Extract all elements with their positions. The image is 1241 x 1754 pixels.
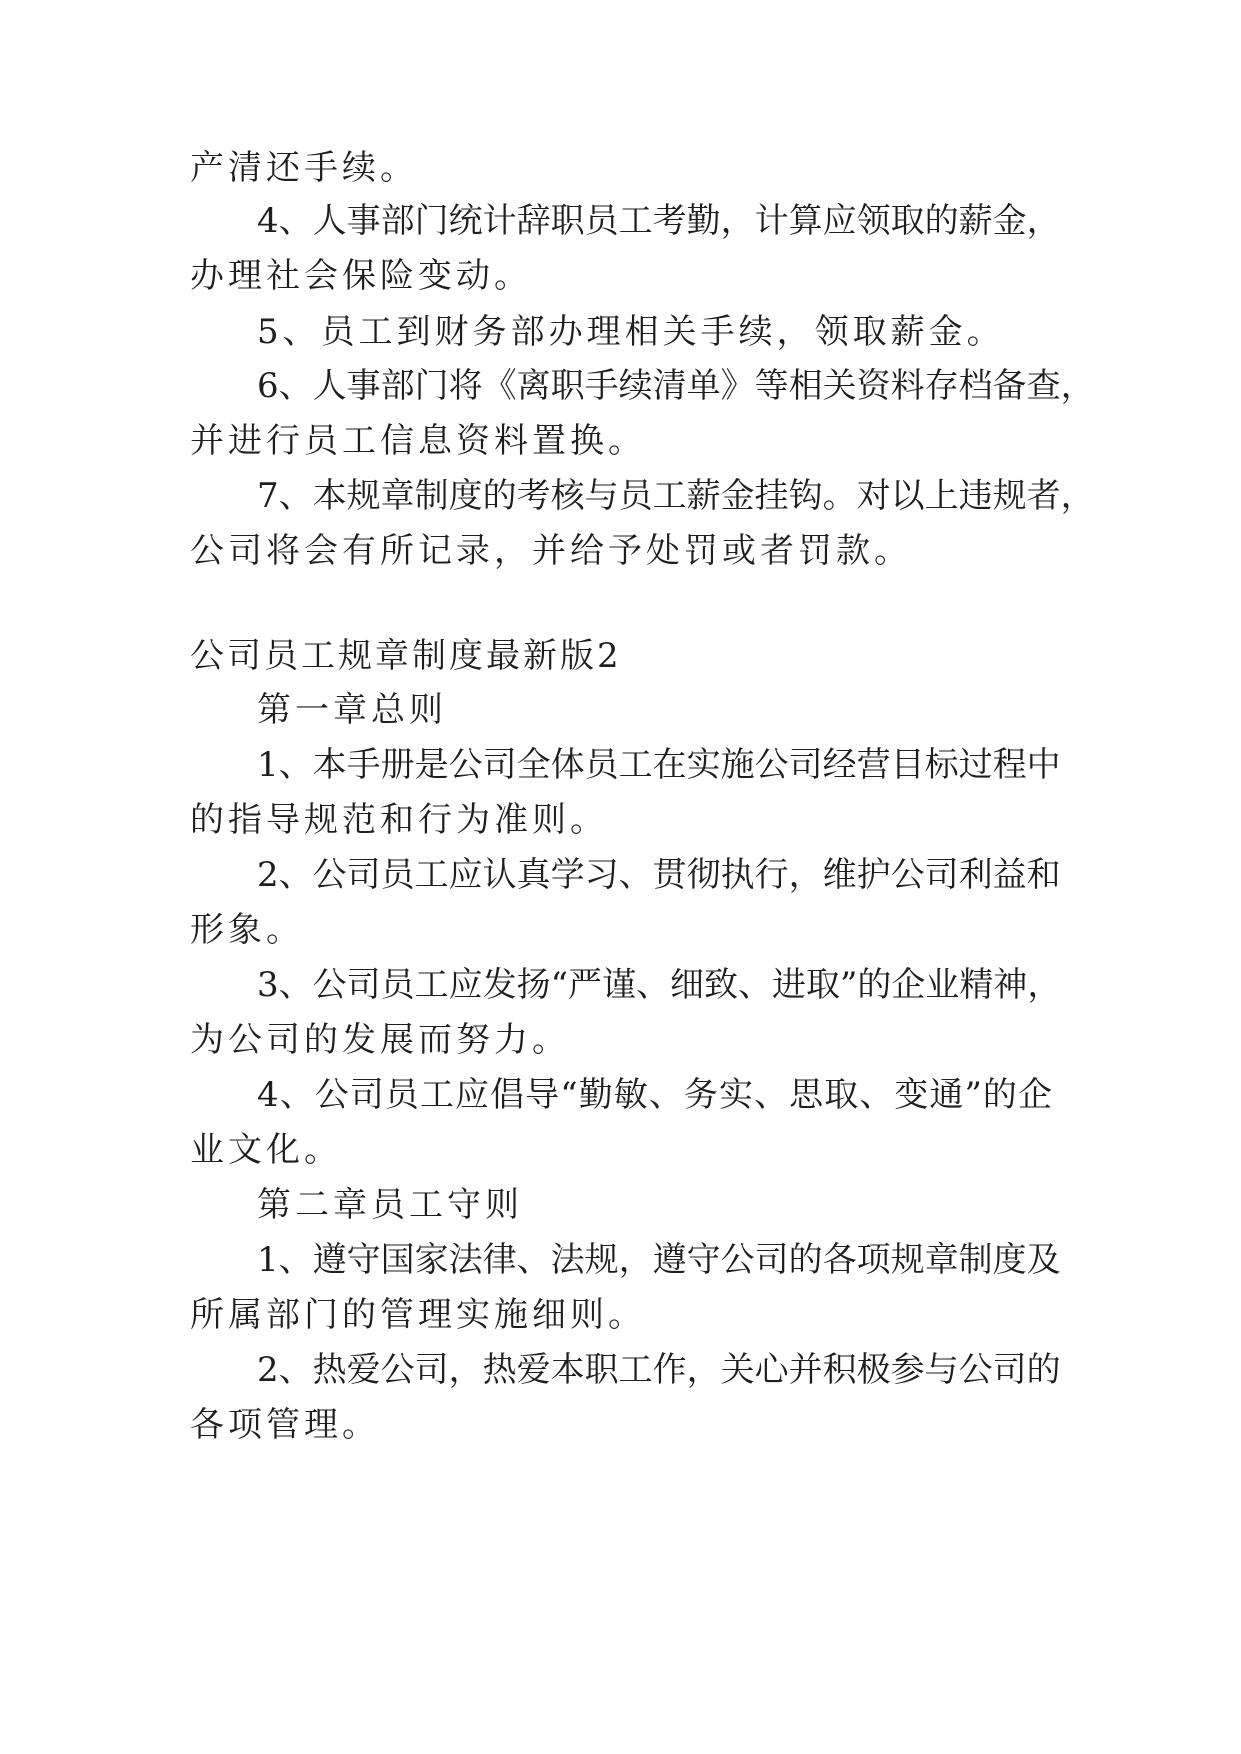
- paragraph-line: 所属部门的管理实施细则。: [190, 1295, 646, 1335]
- paragraph-line: 3、公司员工应发扬“严谨、细致、进取”的企业精神，: [257, 965, 1062, 1005]
- paragraph-line: 6、人事部门将《离职手续清单》等相关资料存档备查，: [257, 366, 1095, 406]
- paragraph-line: 公司将会有所记录，并给予处罚或者罚款。: [190, 531, 912, 571]
- paragraph-line: 业文化。: [190, 1130, 342, 1170]
- paragraph-line: 7、本规章制度的考核与员工薪金挂钩。对以上违规者，: [257, 476, 1095, 516]
- paragraph-line: 4、公司员工应倡导“勤敏、务实、思取、变通”的企: [257, 1075, 1052, 1115]
- paragraph-line: 4、人事部门统计辞职员工考勤，计算应领取的薪金，: [257, 201, 1061, 241]
- paragraph-line: 各项管理。: [190, 1405, 380, 1445]
- paragraph-line: 并进行员工信息资料置换。: [190, 421, 646, 461]
- chapter-heading: 第一章总则: [257, 690, 447, 730]
- paragraph-line: 产清还手续。: [190, 148, 418, 188]
- paragraph-line: 形象。: [190, 910, 304, 950]
- paragraph-line: 5、员工到财务部办理相关手续，领取薪金。: [257, 312, 1005, 352]
- paragraph-line: 办理社会保险变动。: [190, 256, 532, 296]
- paragraph-line: 1、遵守国家法律、法规，遵守公司的各项规章制度及: [257, 1240, 1061, 1280]
- paragraph-line: 2、热爱公司，热爱本职工作，关心并积极参与公司的: [257, 1350, 1061, 1390]
- paragraph-line: 的指导规范和行为准则。: [190, 800, 608, 840]
- paragraph-line: 为公司的发展而努力。: [190, 1020, 570, 1060]
- chapter-heading: 第二章员工守则: [257, 1185, 523, 1225]
- section-title: 公司员工规章制度最新版2: [190, 636, 622, 676]
- paragraph-line: 2、公司员工应认真学习、贯彻执行，维护公司利益和: [257, 855, 1061, 895]
- paragraph-line: 1、本手册是公司全体员工在实施公司经营目标过程中: [257, 745, 1061, 785]
